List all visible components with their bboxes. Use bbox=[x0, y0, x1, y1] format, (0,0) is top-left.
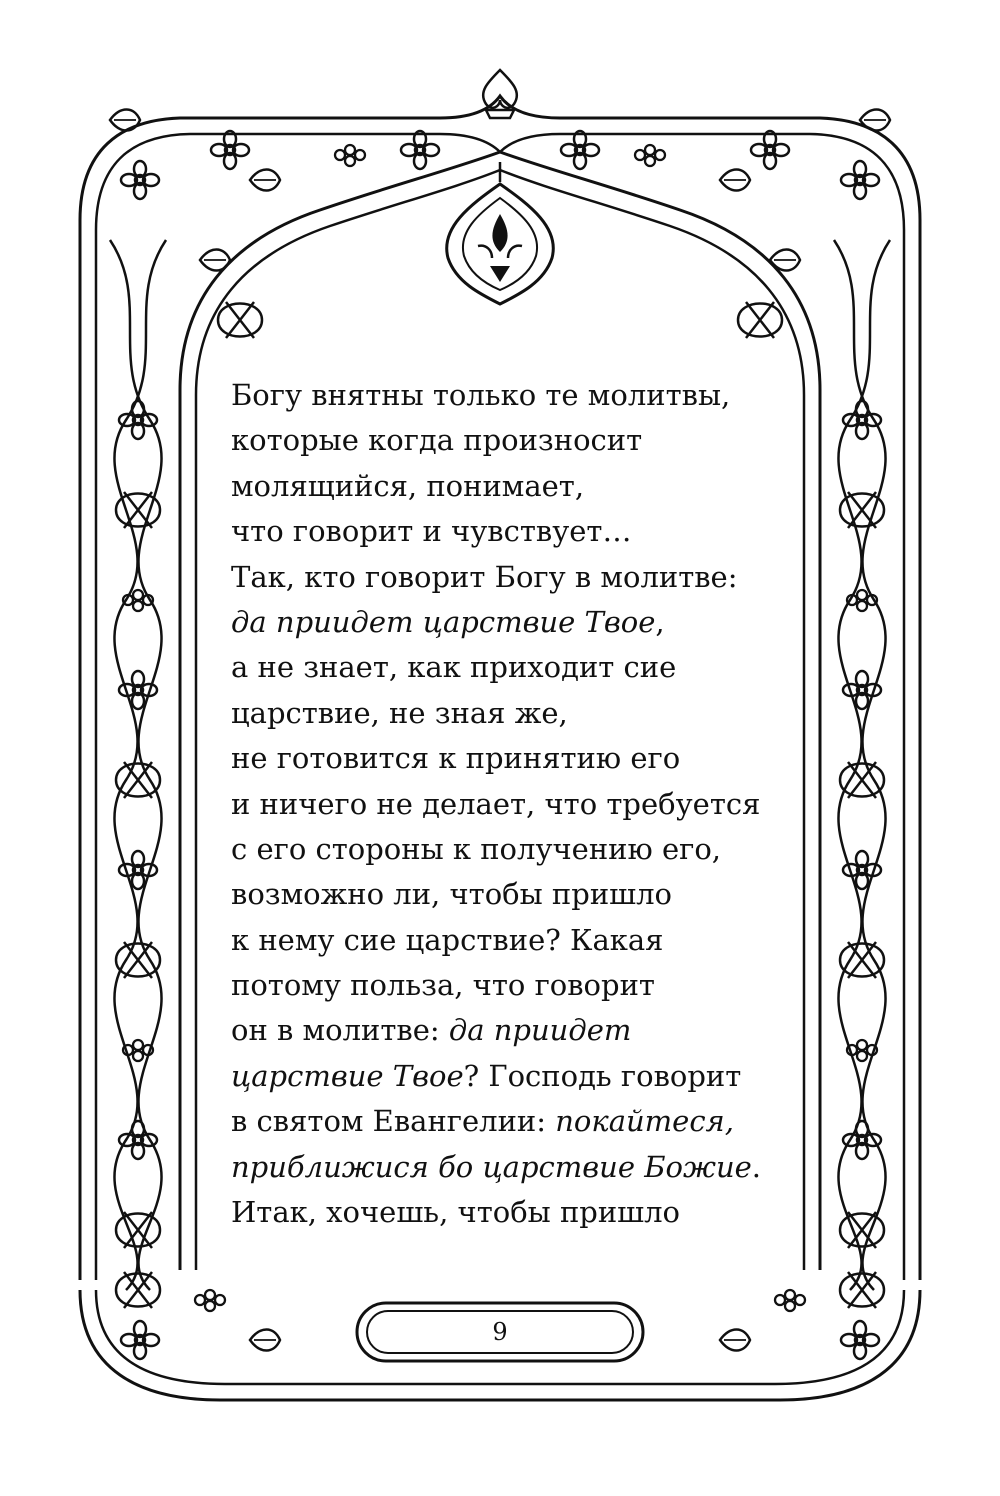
text-line bbox=[231, 555, 791, 600]
page-number: 9 bbox=[492, 1318, 508, 1346]
text-segment: а не знает, как приходит сие bbox=[231, 650, 677, 685]
text-segment: царствие, не зная же, bbox=[231, 695, 568, 730]
text-segment: Итак, хочешь, чтобы пришло bbox=[231, 1195, 681, 1230]
text-line bbox=[231, 509, 791, 554]
prayer-text bbox=[231, 373, 791, 1235]
text-segment: не готовится к принятию его bbox=[231, 741, 681, 776]
text-line bbox=[231, 464, 791, 509]
italic-quote-segment: да приидет царствие Твое bbox=[231, 604, 656, 639]
text-line bbox=[231, 1145, 791, 1190]
italic-quote-segment: покайтеся, bbox=[555, 1104, 734, 1139]
text-segment: и ничего не делает, что требуется bbox=[231, 786, 761, 821]
text-line bbox=[231, 1190, 791, 1235]
text-segment: возможно ли, чтобы пришло bbox=[231, 877, 672, 912]
text-line bbox=[231, 600, 791, 645]
text-segment: молящийся, понимает, bbox=[231, 468, 585, 503]
text-segment: в святом Евангелии: bbox=[231, 1104, 556, 1139]
text-line bbox=[231, 645, 791, 690]
text-line bbox=[231, 872, 791, 917]
text-line bbox=[231, 1099, 791, 1144]
text-segment: к нему сие царствие? Какая bbox=[231, 922, 664, 957]
text-segment: он в молитве: bbox=[231, 1013, 449, 1048]
text-line bbox=[231, 782, 791, 827]
text-line bbox=[231, 373, 791, 418]
text-segment: . bbox=[751, 1149, 762, 1184]
text-segment: что говорит и чувствует… bbox=[231, 514, 632, 549]
text-line bbox=[231, 918, 791, 963]
text-line bbox=[231, 691, 791, 736]
text-segment: Богу внятны только те молитвы, bbox=[231, 378, 731, 412]
text-segment: ? Господь говорит bbox=[463, 1058, 742, 1093]
text-segment: которые когда произносит bbox=[231, 423, 643, 458]
text-line bbox=[231, 1054, 791, 1099]
text-segment: Так, кто говорит Богу в молитве: bbox=[231, 559, 738, 594]
text-segment: потому польза, что говорит bbox=[231, 968, 655, 1003]
italic-quote-segment: приближися бо царствие Божие bbox=[231, 1149, 752, 1184]
text-line bbox=[231, 1008, 791, 1053]
text-segment: , bbox=[655, 604, 665, 639]
text-line bbox=[231, 963, 791, 1008]
italic-quote-segment: царствие Твое bbox=[231, 1058, 464, 1093]
text-line bbox=[231, 827, 791, 872]
italic-quote-segment: да приидет bbox=[448, 1013, 632, 1048]
text-line bbox=[231, 418, 791, 463]
text-line bbox=[231, 736, 791, 781]
text-segment: с его стороны к получению его, bbox=[231, 831, 721, 866]
